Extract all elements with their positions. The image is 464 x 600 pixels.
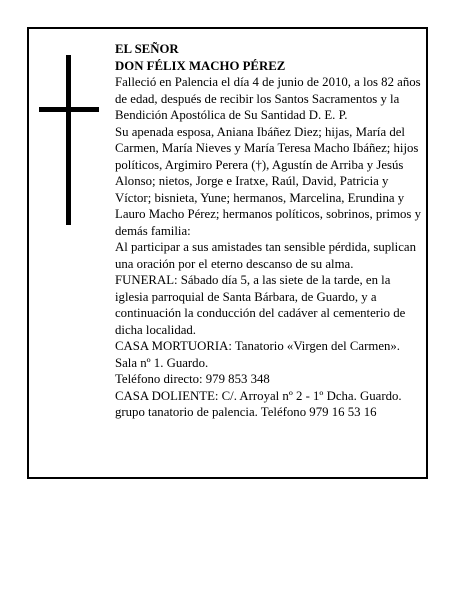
funeral-details: FUNERAL: Sábado día 5, a las siete de la tarde, en la iglesia parroquial de Santa Bárbara, de Guardo, y a continuación la conducción del cadáver al cementerio de dicha localidad. — [115, 273, 406, 337]
obituary-notice — [27, 27, 428, 479]
prayer-request: Al participar a sus amistades tan sensible pérdida, suplican una oración por el eterno descanso de su alma. — [115, 240, 416, 271]
cross-horizontal-bar — [39, 107, 99, 112]
deceased-title: EL SEÑOR — [115, 42, 179, 56]
death-announcement: Falleció en Palencia el día 4 de junio de 2010, a los 82 años de edad, después de recibir los Santos Sacramentos y la Bendición Apostólica de Su Santidad D. E. P. — [115, 75, 421, 122]
obituary-text — [115, 41, 425, 421]
funeral-home: CASA MORTUORIA: Tanatorio «Virgen del Carmen». Sala nº 1. Guardo. — [115, 339, 400, 370]
deceased-name: DON FÉLIX MACHO PÉREZ — [115, 58, 286, 73]
family-home-address: CASA DOLIENTE: C/. Arroyal nº 2 - 1º Dcha. Guardo. — [115, 388, 402, 403]
funeral-home-contact: grupo tanatorio de palencia. Teléfono 979 16 53 16 — [115, 405, 377, 419]
direct-phone: Teléfono directo: 979 853 348 — [115, 372, 270, 386]
family-list: Su apenada esposa, Aniana Ibáñez Diez; hijas, María del Carmen, María Nieves y María Teresa Macho Ibáñez; hijos políticos, Argimiro Perera (†), Agustín de Arriba y Jesús Alonso; nietos, Jorge e Iratxe, Raúl, David, Patricia y Víctor; bisnieta, Yune; hermanos, Marcelina, Erundina y Lauro Macho Pérez; hermanos políticos, sobrinos, primos y demás familia: — [115, 124, 422, 238]
cross-vertical-bar — [66, 55, 71, 225]
cross-icon — [39, 55, 99, 225]
